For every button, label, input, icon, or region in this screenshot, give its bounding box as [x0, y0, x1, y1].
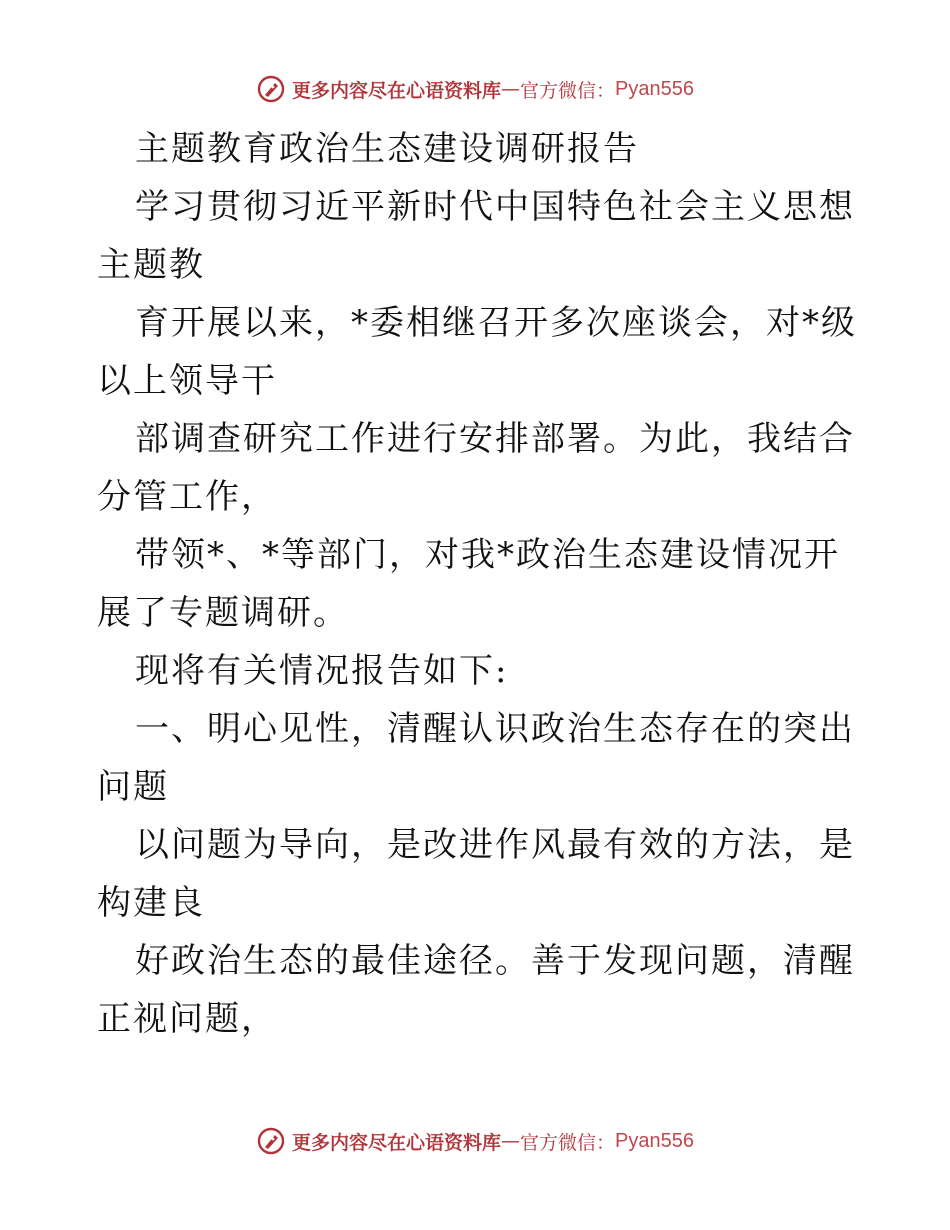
section-heading-1: 一、明心见性，清醒认识政治生态存在的突出问题 — [97, 709, 855, 807]
paragraph-6: 以问题为导向，是改进作风最有效的方法，是构建良 — [97, 825, 855, 923]
pen-nib-logo-icon — [256, 74, 286, 104]
paragraph-5: 现将有关情况报告如下: — [135, 651, 509, 691]
document-body — [97, 120, 857, 1048]
paragraph-2: 育开展以来，*委相继召开多次座谈会，对*级以上领导干 — [97, 303, 857, 401]
watermark-brand: 更多内容尽在心语资料库 — [292, 79, 502, 102]
watermark-brand: 更多内容尽在心语资料库 — [292, 1131, 502, 1154]
header-watermark — [0, 74, 950, 104]
watermark-label: 官方微信： — [520, 1131, 616, 1154]
paragraph-1: 学习贯彻习近平新时代中国特色社会主义思想主题教 — [97, 187, 855, 285]
watermark-wechat-id: Pyan556 — [615, 1129, 694, 1152]
watermark-separator: — — [501, 1130, 521, 1152]
pen-nib-logo-icon — [256, 1126, 286, 1156]
document-title: 主题教育政治生态建设调研报告 — [135, 129, 639, 169]
watermark-separator: — — [501, 78, 521, 100]
footer-watermark — [0, 1126, 950, 1156]
paragraph-3: 部调查研究工作进行安排部署。为此，我结合分管工作， — [97, 419, 855, 517]
paragraph-7: 好政治生态的最佳途径。善于发现问题，清醒正视问题， — [97, 941, 855, 1039]
watermark-wechat-id: Pyan556 — [615, 77, 694, 100]
watermark-label: 官方微信： — [520, 79, 616, 102]
paragraph-4: 带领*、*等部门，对我*政治生态建设情况开展了专题调研。 — [97, 535, 840, 633]
